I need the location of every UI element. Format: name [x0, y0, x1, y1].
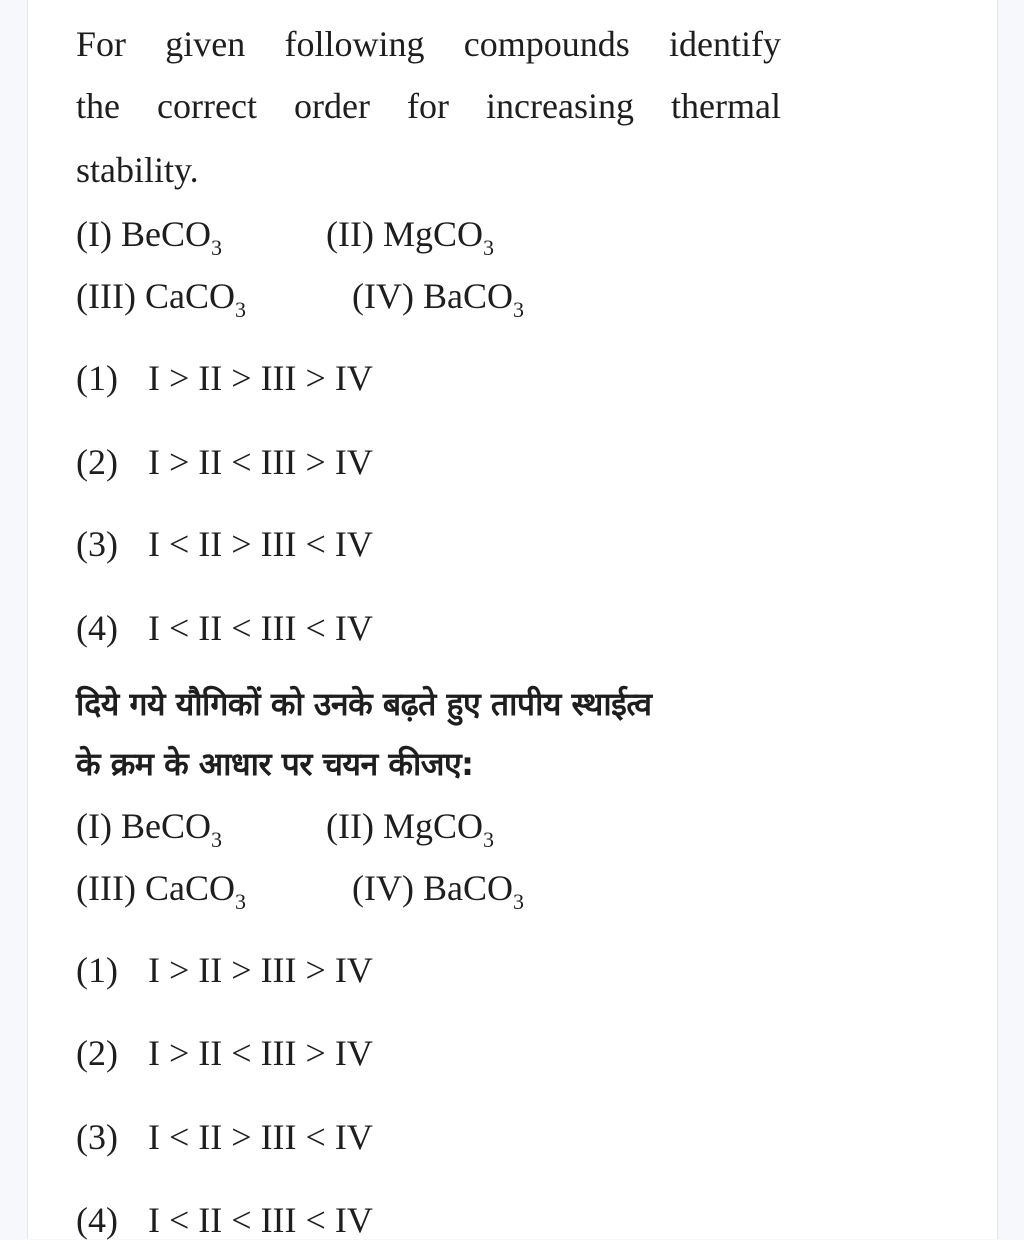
option-2[interactable]	[76, 442, 373, 482]
compound-2	[326, 214, 494, 260]
compound-label: (I)	[76, 214, 112, 254]
hindi-option-4[interactable]	[76, 1200, 373, 1240]
compound-label: (IV)	[352, 276, 414, 316]
subscript: 3	[210, 827, 222, 852]
option-number: (3)	[76, 524, 118, 564]
compound-label: (IV)	[352, 868, 414, 908]
option-number: (4)	[76, 1200, 118, 1240]
hindi-compound-4	[352, 868, 524, 914]
hindi-compound-3	[76, 868, 246, 914]
word: for	[407, 86, 449, 126]
word: correct	[157, 86, 257, 126]
compound-label: (III)	[76, 276, 136, 316]
option-text: I > II < III > IV	[148, 442, 373, 482]
option-1[interactable]	[76, 358, 373, 398]
subscript: 3	[210, 235, 222, 260]
compound-formula: CaCO	[144, 868, 235, 908]
word: given	[165, 24, 246, 64]
compound-formula: MgCO	[382, 214, 483, 254]
word: For	[76, 24, 127, 64]
word: following	[284, 24, 425, 64]
compound-formula: BaCO	[422, 276, 513, 316]
compound-formula: BeCO	[120, 806, 211, 846]
compound-formula: BaCO	[422, 868, 513, 908]
option-number: (1)	[76, 950, 118, 990]
question-line-1	[76, 24, 781, 64]
compound-formula: BeCO	[120, 214, 211, 254]
compound-4	[352, 276, 524, 322]
compound-label: (III)	[76, 868, 136, 908]
word: the	[76, 86, 120, 126]
hindi-option-1[interactable]	[76, 950, 373, 990]
document-page	[27, 0, 998, 1239]
subscript: 3	[482, 235, 494, 260]
subscript: 3	[234, 297, 246, 322]
hindi-question-line-2: के क्रम के आधार पर चयन कीजए:	[76, 745, 474, 783]
option-text: I < II > III < IV	[148, 1117, 373, 1157]
hindi-compound-1	[76, 806, 222, 852]
subscript: 3	[512, 889, 524, 914]
hindi-question-line-1: दिये गये यौगिकों को उनके बढ़ते हुए तापीय स्थाईत्व	[76, 685, 652, 723]
compound-formula: MgCO	[382, 806, 483, 846]
option-text: I < II < III < IV	[148, 1200, 373, 1240]
word: thermal	[671, 86, 781, 126]
question-line-3	[76, 150, 199, 190]
word: compounds	[463, 24, 630, 64]
option-text: I > II > III > IV	[148, 358, 373, 398]
option-text: I < II > III < IV	[148, 524, 373, 564]
option-number: (1)	[76, 358, 118, 398]
word: identify	[669, 24, 781, 64]
question-line-2	[76, 86, 781, 126]
subscript: 3	[482, 827, 494, 852]
option-text: I > II > III > IV	[148, 950, 373, 990]
compound-3	[76, 276, 246, 322]
word: stability.	[76, 150, 199, 190]
option-number: (2)	[76, 1033, 118, 1073]
word: increasing	[486, 86, 634, 126]
subscript: 3	[234, 889, 246, 914]
subscript: 3	[512, 297, 524, 322]
compound-1	[76, 214, 222, 260]
option-text: I < II < III < IV	[148, 608, 373, 648]
hindi-option-2[interactable]	[76, 1033, 373, 1073]
option-number: (4)	[76, 608, 118, 648]
hindi-compound-2	[326, 806, 494, 852]
compound-label: (I)	[76, 806, 112, 846]
option-text: I > II < III > IV	[148, 1033, 373, 1073]
option-4[interactable]	[76, 608, 373, 648]
compound-label: (II)	[326, 806, 374, 846]
option-number: (2)	[76, 442, 118, 482]
option-3[interactable]	[76, 524, 373, 564]
compound-label: (II)	[326, 214, 374, 254]
option-number: (3)	[76, 1117, 118, 1157]
compound-formula: CaCO	[144, 276, 235, 316]
word: order	[294, 86, 370, 126]
hindi-option-3[interactable]	[76, 1117, 373, 1157]
